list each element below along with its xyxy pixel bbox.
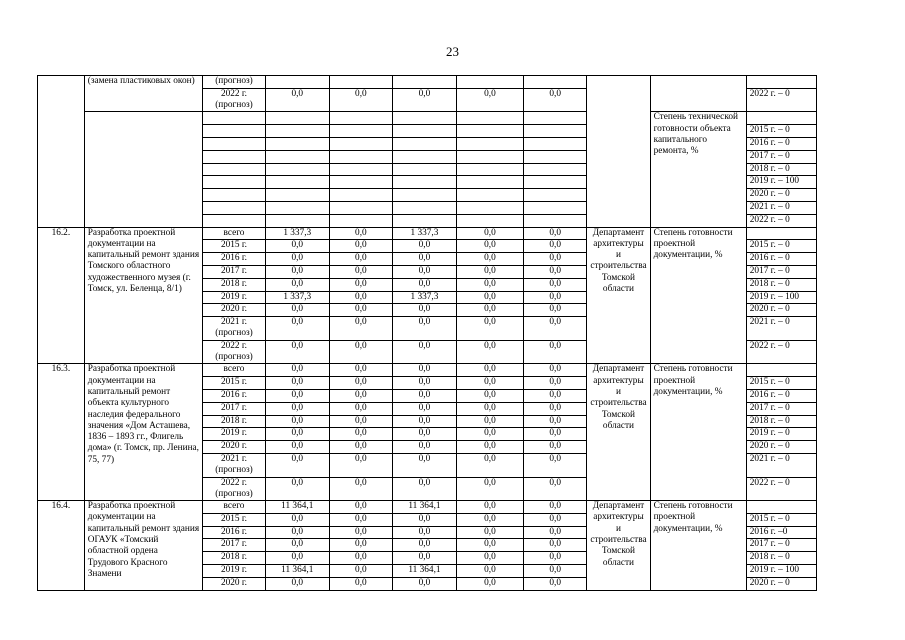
indicator-cell: Степень готовности проектной документации, %: [650, 227, 746, 364]
value-cell: 0,0: [265, 415, 329, 428]
value-cell: [265, 176, 329, 189]
value-cell: 0,0: [393, 88, 457, 112]
value-cell: [524, 76, 587, 89]
value-cell: [524, 176, 587, 189]
item-name-cell: Разработка проектной документации на капитальный ремонт объекта культурного наследия федерального значения «Дом Асташева, 1836 – 1893 гг., Флигель дома» (г. Томск, пр. Ленина, 75, 77): [84, 364, 202, 501]
indicator-value-cell: 2015 г. – 0: [746, 125, 816, 138]
value-cell: 0,0: [393, 317, 457, 341]
value-cell: 0,0: [393, 304, 457, 317]
year-cell: 2015 г.: [203, 513, 266, 526]
indicator-value-cell: [746, 501, 816, 514]
value-cell: 0,0: [265, 317, 329, 341]
value-cell: 0,0: [393, 552, 457, 565]
value-cell: 0,0: [456, 402, 523, 415]
value-cell: 0,0: [456, 278, 523, 291]
value-cell: 0,0: [265, 340, 329, 364]
value-cell: 1 337,3: [265, 291, 329, 304]
indicator-cell: Степень готовности проектной документации, %: [650, 364, 746, 501]
value-cell: 0,0: [456, 513, 523, 526]
value-cell: 0,0: [456, 577, 523, 590]
value-cell: 0,0: [524, 501, 587, 514]
value-cell: 11 364,1: [265, 565, 329, 578]
indicator-value-cell: 2018 г. – 0: [746, 163, 816, 176]
value-cell: [393, 112, 457, 125]
value-cell: 0,0: [329, 389, 392, 402]
value-cell: [393, 214, 457, 227]
value-cell: 11 364,1: [265, 501, 329, 514]
indicator-value-cell: 2020 г. – 0: [746, 189, 816, 202]
indicator-value-cell: 2020 г. – 0: [746, 441, 816, 454]
value-cell: [524, 125, 587, 138]
value-cell: 0,0: [456, 428, 523, 441]
value-cell: 0,0: [524, 304, 587, 317]
year-cell: 2021 г. (прогноз): [203, 453, 266, 477]
value-cell: [456, 76, 523, 89]
value-cell: 0,0: [265, 377, 329, 390]
value-cell: 0,0: [524, 88, 587, 112]
year-cell: 2018 г.: [203, 415, 266, 428]
value-cell: 0,0: [265, 552, 329, 565]
indicator-value-cell: 2021 г. – 0: [746, 317, 816, 341]
value-cell: 0,0: [265, 402, 329, 415]
value-cell: 0,0: [393, 377, 457, 390]
indicator-value-cell: 2021 г. – 0: [746, 201, 816, 214]
executor-cell: Департамент архитектуры и строительства Томской области: [587, 501, 650, 591]
value-cell: 0,0: [524, 364, 587, 377]
value-cell: 0,0: [524, 539, 587, 552]
value-cell: [456, 163, 523, 176]
value-cell: [456, 189, 523, 202]
value-cell: 0,0: [456, 501, 523, 514]
indicator-value-cell: 2015 г. – 0: [746, 377, 816, 390]
value-cell: [393, 201, 457, 214]
year-cell: всего: [203, 227, 266, 240]
value-cell: 0,0: [524, 415, 587, 428]
item-number-cell: 16.2.: [38, 227, 85, 364]
value-cell: 0,0: [329, 441, 392, 454]
year-cell: [203, 150, 266, 163]
value-cell: 0,0: [393, 441, 457, 454]
value-cell: [456, 214, 523, 227]
value-cell: 0,0: [265, 477, 329, 501]
year-cell: [203, 201, 266, 214]
indicator-value-cell: 2022 г. – 0: [746, 88, 816, 112]
value-cell: [265, 214, 329, 227]
table-row: [38, 501, 905, 514]
value-cell: 0,0: [329, 304, 392, 317]
value-cell: 0,0: [456, 253, 523, 266]
value-cell: 0,0: [524, 477, 587, 501]
indicator-value-cell: [746, 76, 816, 89]
value-cell: 0,0: [393, 402, 457, 415]
year-cell: 2022 г. (прогноз): [203, 340, 266, 364]
value-cell: [265, 112, 329, 125]
value-cell: [393, 176, 457, 189]
value-cell: 0,0: [393, 539, 457, 552]
program-table: [37, 75, 905, 591]
value-cell: 0,0: [524, 291, 587, 304]
value-cell: [524, 163, 587, 176]
year-cell: 2017 г.: [203, 265, 266, 278]
year-cell: 2020 г.: [203, 441, 266, 454]
value-cell: 11 364,1: [393, 501, 457, 514]
year-cell: 2019 г.: [203, 428, 266, 441]
value-cell: 0,0: [524, 240, 587, 253]
value-cell: [456, 150, 523, 163]
value-cell: [456, 176, 523, 189]
value-cell: 0,0: [329, 364, 392, 377]
value-cell: 0,0: [329, 253, 392, 266]
value-cell: 0,0: [456, 441, 523, 454]
value-cell: 0,0: [329, 513, 392, 526]
value-cell: [456, 112, 523, 125]
value-cell: 0,0: [524, 441, 587, 454]
indicator-cell: Степень технической готовности объекта капитального ремонта, %: [650, 112, 746, 227]
value-cell: 0,0: [456, 364, 523, 377]
value-cell: 0,0: [265, 526, 329, 539]
value-cell: 0,0: [456, 88, 523, 112]
value-cell: 0,0: [456, 304, 523, 317]
value-cell: 0,0: [329, 477, 392, 501]
indicator-value-cell: 2019 г. – 0: [746, 428, 816, 441]
value-cell: 0,0: [329, 240, 392, 253]
indicator-cell: Степень готовности проектной документации, %: [650, 501, 746, 591]
value-cell: [524, 189, 587, 202]
value-cell: 0,0: [265, 240, 329, 253]
indicator-value-cell: 2017 г. – 0: [746, 265, 816, 278]
value-cell: 0,0: [524, 340, 587, 364]
value-cell: 0,0: [393, 364, 457, 377]
value-cell: 0,0: [393, 415, 457, 428]
value-cell: 0,0: [329, 428, 392, 441]
value-cell: 0,0: [456, 291, 523, 304]
indicator-value-cell: [746, 112, 816, 125]
value-cell: 0,0: [456, 317, 523, 341]
value-cell: 0,0: [456, 389, 523, 402]
indicator-value-cell: 2020 г. – 0: [746, 304, 816, 317]
value-cell: 0,0: [329, 552, 392, 565]
value-cell: [393, 125, 457, 138]
value-cell: [329, 176, 392, 189]
item-number-cell: 16.4.: [38, 501, 85, 591]
value-cell: 0,0: [265, 389, 329, 402]
indicator-value-cell: 2016 г. – 0: [746, 253, 816, 266]
indicator-value-cell: 2017 г. – 0: [746, 539, 816, 552]
indicator-value-cell: 2022 г. – 0: [746, 214, 816, 227]
value-cell: [393, 163, 457, 176]
value-cell: 0,0: [524, 565, 587, 578]
item-name-cell: Разработка проектной документации на капитальный ремонт здания Томского областного художественного музея (г. Томск, ул. Беленца, 8/1): [84, 227, 202, 364]
value-cell: 1 337,3: [265, 227, 329, 240]
indicator-value-cell: 2018 г. – 0: [746, 278, 816, 291]
table-row: [38, 112, 905, 125]
value-cell: [329, 163, 392, 176]
item-name-cell: Разработка проектной документации на капитальный ремонт здания ОГАУК «Томский областной ордена Трудового Красного Знамени: [84, 501, 202, 591]
value-cell: [329, 137, 392, 150]
value-cell: 0,0: [456, 477, 523, 501]
value-cell: 0,0: [329, 402, 392, 415]
value-cell: 0,0: [393, 389, 457, 402]
year-cell: 2018 г.: [203, 278, 266, 291]
indicator-value-cell: [746, 227, 816, 240]
year-cell: 2016 г.: [203, 253, 266, 266]
year-cell: 2015 г.: [203, 240, 266, 253]
value-cell: 0,0: [456, 552, 523, 565]
value-cell: 0,0: [524, 278, 587, 291]
value-cell: 0,0: [393, 240, 457, 253]
item-number-cell: 16.3.: [38, 364, 85, 501]
value-cell: [393, 137, 457, 150]
item-name-cell: (замена пластиковых окон): [84, 76, 202, 112]
value-cell: [329, 214, 392, 227]
value-cell: 0,0: [265, 577, 329, 590]
indicator-value-cell: [746, 364, 816, 377]
table-row: [38, 364, 905, 377]
value-cell: 0,0: [393, 428, 457, 441]
year-cell: всего: [203, 364, 266, 377]
value-cell: 0,0: [265, 453, 329, 477]
year-cell: 2022 г. (прогноз): [203, 477, 266, 501]
value-cell: 0,0: [265, 441, 329, 454]
value-cell: 0,0: [329, 227, 392, 240]
value-cell: 0,0: [524, 552, 587, 565]
executor-cell: Департамент архитектуры и строительства Томской области: [587, 227, 650, 364]
executor-cell: [587, 76, 650, 228]
value-cell: [329, 201, 392, 214]
year-cell: 2015 г.: [203, 377, 266, 390]
executor-cell: Департамент архитектуры и строительства Томской области: [587, 364, 650, 501]
value-cell: [265, 76, 329, 89]
value-cell: 0,0: [456, 539, 523, 552]
value-cell: 0,0: [265, 364, 329, 377]
indicator-value-cell: 2016 г. – 0: [746, 137, 816, 150]
value-cell: 0,0: [265, 428, 329, 441]
value-cell: 1 337,3: [393, 227, 457, 240]
value-cell: [456, 201, 523, 214]
indicator-value-cell: 2015 г. – 0: [746, 513, 816, 526]
value-cell: 0,0: [524, 377, 587, 390]
year-cell: 2020 г.: [203, 304, 266, 317]
indicator-value-cell: 2019 г. – 100: [746, 565, 816, 578]
value-cell: 0,0: [393, 340, 457, 364]
value-cell: 0,0: [524, 253, 587, 266]
value-cell: 0,0: [329, 577, 392, 590]
year-cell: [203, 214, 266, 227]
value-cell: 0,0: [393, 453, 457, 477]
year-cell: 2019 г.: [203, 291, 266, 304]
year-cell: 2018 г.: [203, 552, 266, 565]
indicator-value-cell: 2022 г. – 0: [746, 477, 816, 501]
value-cell: 0,0: [393, 278, 457, 291]
indicator-value-cell: 2020 г. – 0: [746, 577, 816, 590]
page-number: 23: [446, 44, 459, 59]
indicator-value-cell: 2018 г. – 0: [746, 552, 816, 565]
value-cell: [265, 201, 329, 214]
year-cell: 2019 г.: [203, 565, 266, 578]
year-cell: (прогноз): [203, 76, 266, 89]
year-cell: 2022 г. (прогноз): [203, 88, 266, 112]
value-cell: 0,0: [329, 265, 392, 278]
value-cell: [265, 150, 329, 163]
value-cell: 0,0: [329, 291, 392, 304]
value-cell: 0,0: [329, 453, 392, 477]
indicator-value-cell: 2016 г. – 0: [746, 389, 816, 402]
indicator-value-cell: 2019 г. – 100: [746, 291, 816, 304]
value-cell: 0,0: [393, 526, 457, 539]
value-cell: 0,0: [329, 340, 392, 364]
year-cell: 2017 г.: [203, 539, 266, 552]
value-cell: 0,0: [456, 453, 523, 477]
value-cell: 0,0: [524, 526, 587, 539]
value-cell: 0,0: [329, 415, 392, 428]
value-cell: 0,0: [524, 317, 587, 341]
value-cell: 0,0: [456, 240, 523, 253]
indicator-value-cell: 2021 г. – 0: [746, 453, 816, 477]
value-cell: [456, 125, 523, 138]
year-cell: 2020 г.: [203, 577, 266, 590]
table-row: [38, 227, 905, 240]
value-cell: 0,0: [329, 88, 392, 112]
value-cell: 0,0: [456, 265, 523, 278]
value-cell: [265, 137, 329, 150]
value-cell: [393, 76, 457, 89]
item-name-cell: [84, 112, 202, 227]
year-cell: 2016 г.: [203, 526, 266, 539]
value-cell: [524, 112, 587, 125]
value-cell: 0,0: [329, 278, 392, 291]
value-cell: 0,0: [456, 340, 523, 364]
value-cell: 0,0: [524, 389, 587, 402]
value-cell: 0,0: [329, 377, 392, 390]
value-cell: 0,0: [265, 278, 329, 291]
value-cell: 0,0: [265, 265, 329, 278]
value-cell: [329, 76, 392, 89]
item-number-cell: [38, 76, 85, 228]
value-cell: 0,0: [524, 453, 587, 477]
indicator-value-cell: 2022 г. – 0: [746, 340, 816, 364]
value-cell: 0,0: [393, 265, 457, 278]
value-cell: 11 364,1: [393, 565, 457, 578]
value-cell: 0,0: [329, 565, 392, 578]
indicator-value-cell: 2017 г. – 0: [746, 402, 816, 415]
value-cell: 0,0: [393, 253, 457, 266]
value-cell: 1 337,3: [393, 291, 457, 304]
value-cell: [456, 137, 523, 150]
year-cell: всего: [203, 501, 266, 514]
value-cell: [524, 137, 587, 150]
value-cell: [265, 125, 329, 138]
value-cell: 0,0: [456, 415, 523, 428]
value-cell: 0,0: [524, 577, 587, 590]
value-cell: 0,0: [329, 539, 392, 552]
year-cell: [203, 163, 266, 176]
value-cell: [524, 201, 587, 214]
value-cell: 0,0: [456, 526, 523, 539]
year-cell: [203, 125, 266, 138]
value-cell: 0,0: [329, 501, 392, 514]
year-cell: [203, 112, 266, 125]
value-cell: [329, 112, 392, 125]
value-cell: 0,0: [329, 317, 392, 341]
value-cell: [393, 189, 457, 202]
indicator-cell: [650, 76, 746, 112]
value-cell: 0,0: [393, 477, 457, 501]
year-cell: 2017 г.: [203, 402, 266, 415]
value-cell: 0,0: [393, 513, 457, 526]
value-cell: 0,0: [456, 377, 523, 390]
indicator-value-cell: 2016 г. –0: [746, 526, 816, 539]
value-cell: 0,0: [524, 402, 587, 415]
table-row: [38, 76, 905, 89]
value-cell: 0,0: [265, 539, 329, 552]
value-cell: [524, 150, 587, 163]
value-cell: 0,0: [524, 227, 587, 240]
value-cell: 0,0: [265, 513, 329, 526]
indicator-value-cell: 2015 г. – 0: [746, 240, 816, 253]
value-cell: 0,0: [329, 526, 392, 539]
value-cell: 0,0: [265, 88, 329, 112]
value-cell: [524, 214, 587, 227]
value-cell: 0,0: [265, 253, 329, 266]
indicator-value-cell: 2019 г. – 100: [746, 176, 816, 189]
year-cell: 2021 г. (прогноз): [203, 317, 266, 341]
value-cell: 0,0: [456, 565, 523, 578]
value-cell: [329, 150, 392, 163]
year-cell: [203, 176, 266, 189]
value-cell: [265, 163, 329, 176]
indicator-value-cell: 2017 г. – 0: [746, 150, 816, 163]
value-cell: [265, 189, 329, 202]
value-cell: 0,0: [393, 577, 457, 590]
value-cell: 0,0: [524, 428, 587, 441]
value-cell: 0,0: [265, 304, 329, 317]
year-cell: [203, 137, 266, 150]
year-cell: [203, 189, 266, 202]
value-cell: [329, 189, 392, 202]
value-cell: 0,0: [524, 265, 587, 278]
value-cell: [329, 125, 392, 138]
value-cell: [393, 150, 457, 163]
value-cell: 0,0: [456, 227, 523, 240]
year-cell: 2016 г.: [203, 389, 266, 402]
indicator-value-cell: 2018 г. – 0: [746, 415, 816, 428]
value-cell: 0,0: [524, 513, 587, 526]
